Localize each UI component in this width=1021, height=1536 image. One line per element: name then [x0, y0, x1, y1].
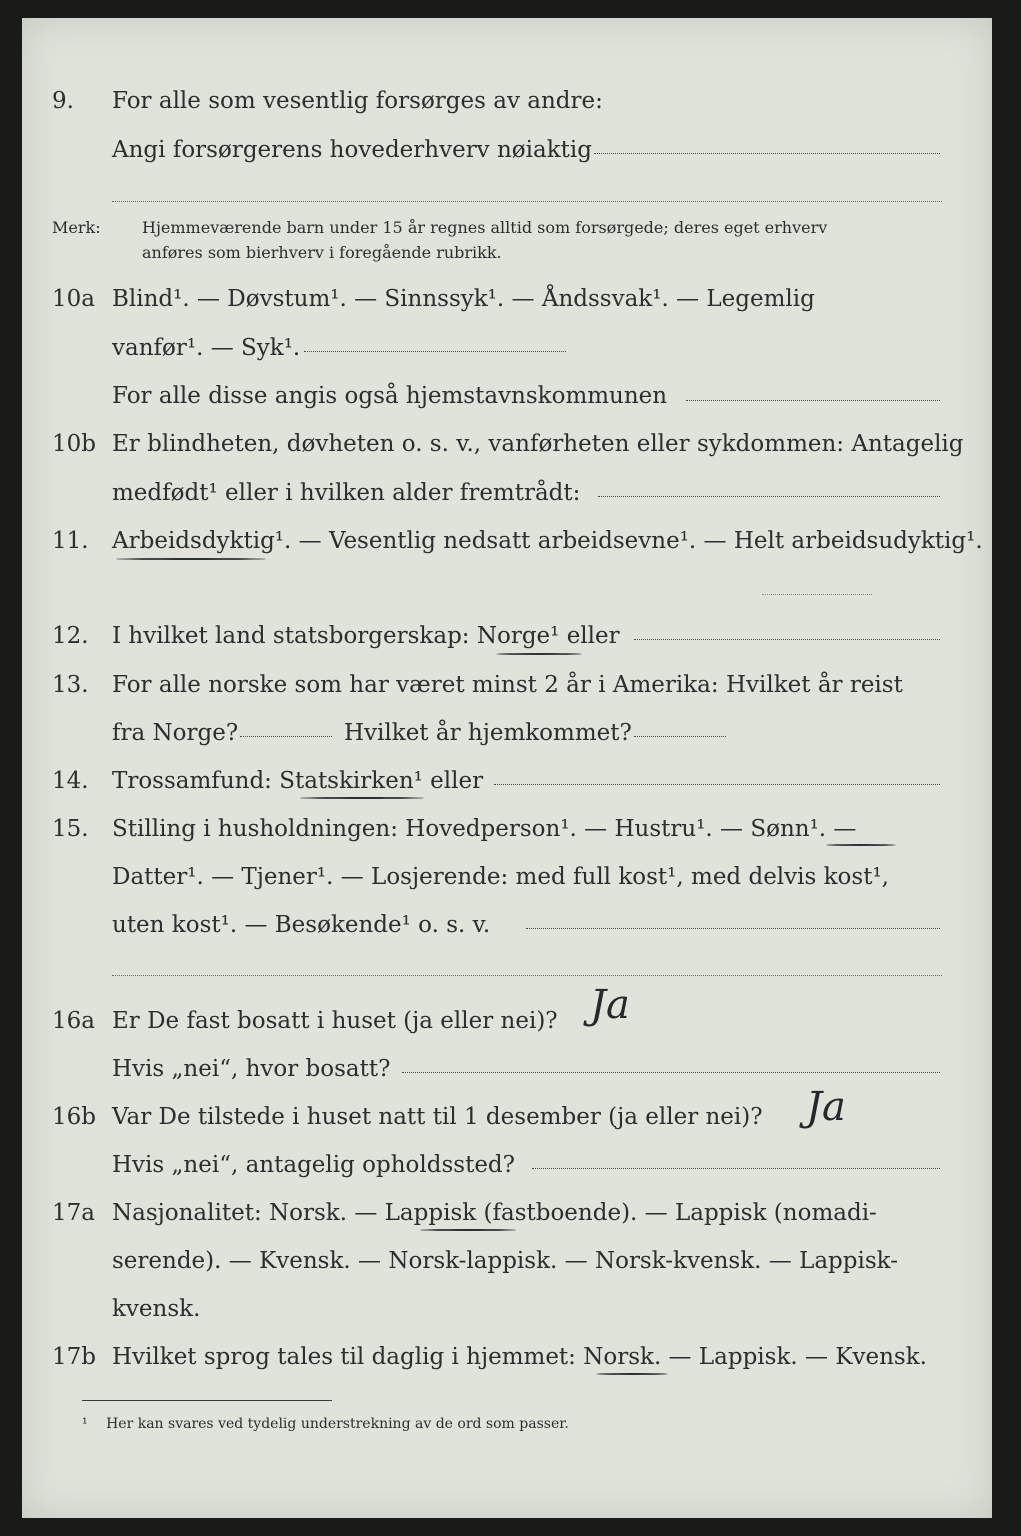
- merk-text-2: anføres som bierhverv i foregående rubrikk.: [142, 243, 502, 262]
- merk-note: [52, 216, 828, 240]
- q16a-handwritten-answer: Ja: [590, 982, 630, 1028]
- q9-text-2: Angi forsørgerens hovederhverv nøiaktig: [112, 137, 592, 163]
- q13-year-returned-field[interactable]: [634, 736, 726, 737]
- divider-2: [112, 975, 942, 976]
- q10a-text-1: Blind¹. — Døvstum¹. — Sinnssyk¹. — Åndssvak¹. — Legemlig: [112, 286, 815, 312]
- q13-text-1: For alle norske som har været minst 2 år i Amerika: Hvilket år reist: [112, 672, 903, 698]
- q17a-text-2: serende). — Kvensk. — Norsk-lappisk. — Norsk-kvensk. — Lappisk-: [112, 1248, 898, 1274]
- q11-text-1: Arbeidsdyktig¹. — Vesentlig nedsatt arbeidsevne¹. — Helt arbeidsudyktig¹.: [112, 528, 983, 554]
- q17a-text-1: Nasjonalitet: Norsk. — Lappisk (fastboende). — Lappisk (nomadi-: [112, 1200, 877, 1226]
- q10a-text-2: vanfør¹. — Syk¹.: [112, 335, 301, 361]
- q15-text-1: Stilling i husholdningen: Hovedperson¹. — Hustru¹. — Sønn¹. —: [112, 816, 857, 842]
- q16b-text-1: Var De tilstede i huset natt til 1 desember (ja eller nei)?: [112, 1104, 763, 1130]
- q14-number: 14.: [52, 768, 89, 794]
- q15-text-2: Datter¹. — Tjener¹. — Losjerende: med full kost¹, med delvis kost¹,: [112, 864, 889, 890]
- divider: [112, 201, 942, 202]
- underline-arbeidsdyktig: [116, 558, 266, 560]
- q9-answer-field[interactable]: [594, 153, 940, 154]
- q10b-answer-field[interactable]: [598, 496, 940, 497]
- q16a-number: 16a: [52, 1008, 95, 1034]
- q10a-text-3: For alle disse angis også hjemstavnskommunen: [112, 383, 668, 409]
- q16b-answer-field[interactable]: [532, 1168, 940, 1169]
- census-form-page: [22, 18, 992, 1518]
- underline-sonn: [826, 844, 896, 846]
- underline-norsk: [596, 1373, 668, 1375]
- q14-answer-field[interactable]: [494, 784, 940, 785]
- q11-number: 11.: [52, 528, 89, 554]
- q15-answer-field[interactable]: [526, 928, 940, 929]
- q16b-number: 16b: [52, 1104, 96, 1130]
- q17b-number: 17b: [52, 1344, 96, 1370]
- merk-label: Merk:: [52, 218, 101, 237]
- q13-text-2b: Hvilket år hjemkommet?: [344, 720, 632, 746]
- q17b-text-1: Hvilket sprog tales til daglig i hjemmet: Norsk. — Lappisk. — Kvensk.: [112, 1344, 927, 1370]
- q16b-handwritten-answer: Ja: [806, 1084, 846, 1130]
- merk-text-1: Hjemmeværende barn under 15 år regnes alltid som forsørgede; deres eget erhverv: [142, 218, 828, 237]
- q10b-text-2: medfødt¹ eller i hvilken alder fremtrådt:: [112, 480, 581, 506]
- q13-year-left-field[interactable]: [240, 736, 332, 737]
- footnote-rule: [82, 1400, 332, 1401]
- q10b-text-1: Er blindheten, døvheten o. s. v., vanførheten eller sykdommen: Antagelig: [112, 431, 964, 457]
- q17a-number: 17a: [52, 1200, 95, 1226]
- q15-text-3: uten kost¹. — Besøkende¹ o. s. v.: [112, 912, 491, 938]
- q16a-answer-field[interactable]: [402, 1072, 940, 1073]
- q10a-answer-field[interactable]: [304, 351, 566, 352]
- footnote: [82, 1416, 569, 1432]
- q12-number: 12.: [52, 623, 89, 649]
- q15-number: 15.: [52, 816, 89, 842]
- q12-answer-field[interactable]: [634, 639, 940, 640]
- q14-text-1: Trossamfund: Statskirken¹ eller: [112, 768, 484, 794]
- q9-text-1: For alle som vesentlig forsørges av andre:: [112, 88, 603, 114]
- q17a-text-3: kvensk.: [112, 1296, 201, 1322]
- q9-number: 9.: [52, 88, 74, 114]
- q13-text-2a: fra Norge?: [112, 720, 239, 746]
- q16a-text-1: Er De fast bosatt i huset (ja eller nei)?: [112, 1008, 558, 1034]
- q10a-number: 10a: [52, 286, 95, 312]
- underline-norge: [496, 653, 582, 655]
- q16b-text-2: Hvis „nei“, antagelig opholdssted?: [112, 1152, 515, 1178]
- footnote-text: Her kan svares ved tydelig understrekning av de ord som passer.: [106, 1416, 569, 1432]
- footnote-mark: ¹: [82, 1416, 88, 1432]
- underline-statskirken: [300, 797, 424, 799]
- underline-lappisk: [420, 1229, 516, 1231]
- q10a-municipality-field[interactable]: [686, 400, 940, 401]
- faint-mark: [762, 594, 872, 595]
- q16a-text-2: Hvis „nei“, hvor bosatt?: [112, 1056, 391, 1082]
- q13-number: 13.: [52, 672, 89, 698]
- q12-text-1: I hvilket land statsborgerskap: Norge¹ eller: [112, 623, 620, 649]
- q10b-number: 10b: [52, 431, 96, 457]
